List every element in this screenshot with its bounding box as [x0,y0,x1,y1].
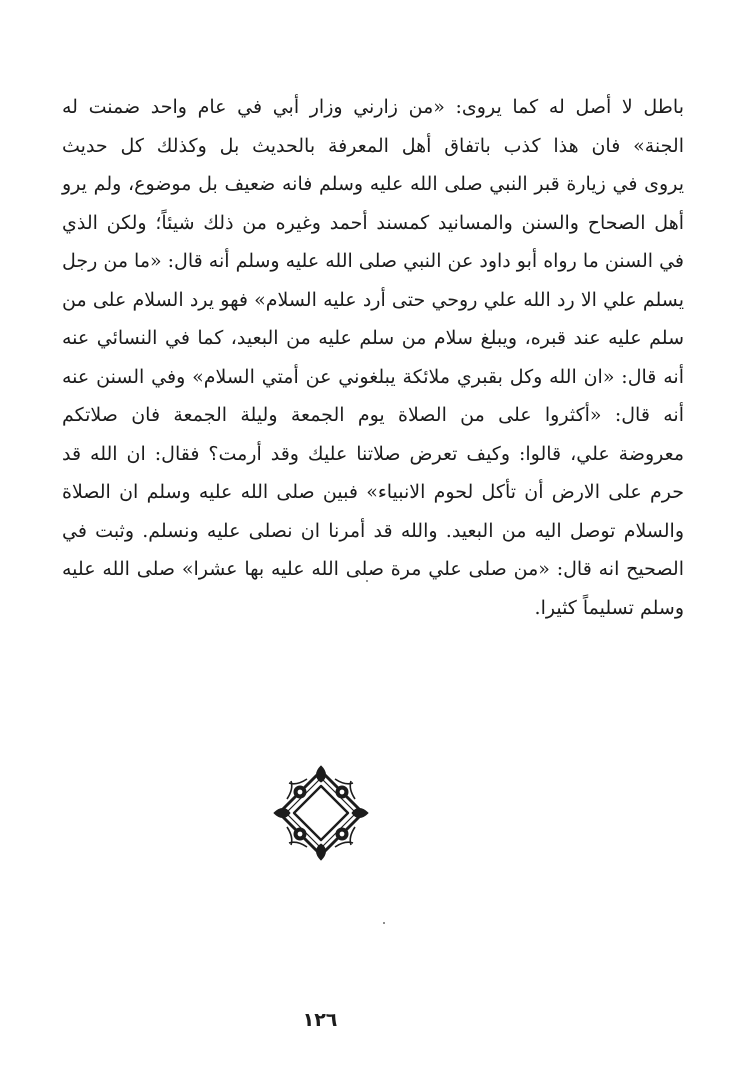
text-line-3: يروى في زيارة قبر النبي صلى الله عليه وسلم فانه ضعيف بل موضوع، ولم يرو [62,173,684,195]
arabesque-ornament-icon [271,763,371,863]
text-line-1: باطل لا أصل له كما يروى: «من زارني وزار أبي في عام واحد ضمنت له [62,96,684,118]
text-line-8: أنه قال: «ان الله وكل بقبري ملائكة يبلغوني عن أمتي السلام» وفي السنن عنه [62,365,684,388]
text-line-4: أهل الصحاح والسنن والمسانيد كمسند أحمد وغيره من ذلك شيئاً؛ ولكن الذي [62,211,684,234]
text-line-13: الصحيح انه قال: «من صلى علي مرة صلى الله عليه بها عشرا» صلى الله عليه [62,558,684,580]
text-line-2: الجنة» فان هذا كذب باتفاق أهل المعرفة بالحديث بل وكذلك كل حديث [62,134,684,157]
body-text [62,88,684,627]
text-line-14: وسلم تسليماً كثيرا. [534,596,684,619]
text-line-12: والسلام توصل اليه من البعيد. والله قد أمرنا ان نصلى عليه ونسلم. وثبت في [62,519,684,542]
text-line-5: في السنن ما رواه أبو داود عن النبي صلى الله عليه وسلم أنه قال: «ما من رجل [62,250,684,272]
text-line-11: حرم على الارض أن تأكل لحوم الانبياء» فبين صلى الله عليه وسلم ان الصلاة [62,481,684,503]
text-line-6: يسلم علي الا رد الله علي روحي حتى أرد عليه السلام» فهو يرد السلام على من [62,288,684,311]
text-line-7: سلم عليه عند قبره، ويبلغ سلام من سلم عليه من البعيد، كما في النسائي عنه [62,327,684,349]
text-line-10: معروضة علي، قالوا: وكيف تعرض صلاتنا عليك وقد أرمت؟ فقال: ان الله قد [62,442,684,465]
page-number: ١٢٦ [302,1009,338,1031]
text-line-9: أنه قال: «أكثروا على من الصلاة يوم الجمعة وليلة الجمعة فان صلاتكم [62,404,684,426]
